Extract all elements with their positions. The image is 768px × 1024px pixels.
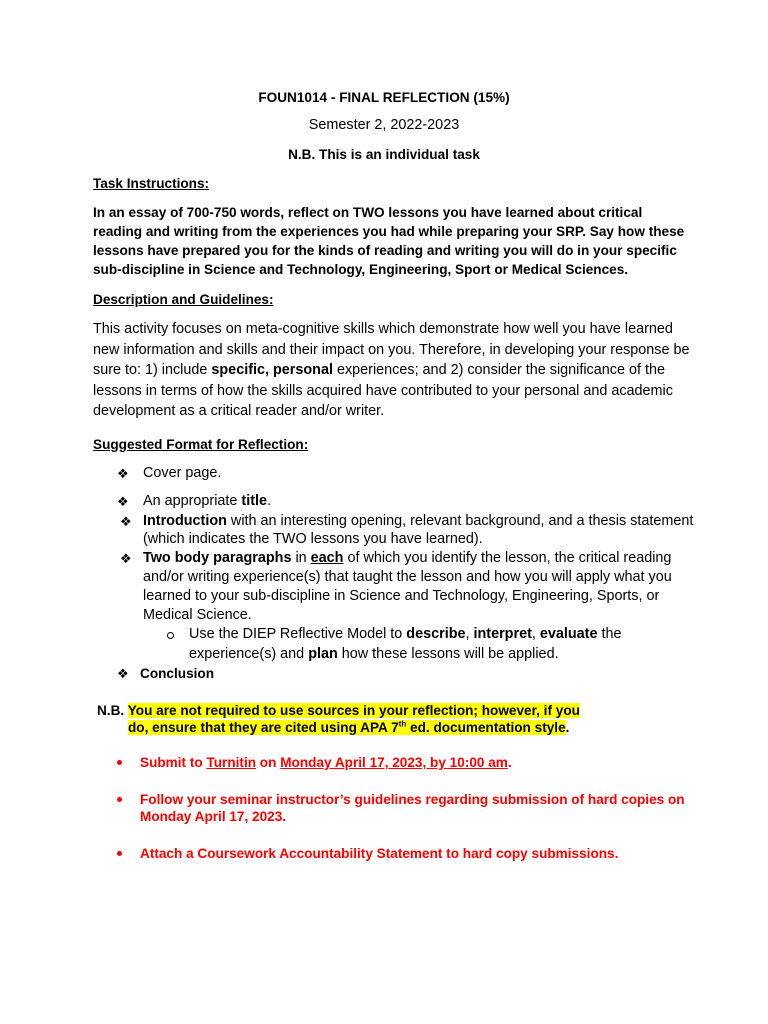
task-line: sub-discipline in Science and Technology, Engineering, Sport or Medical Sciences. — [93, 262, 629, 277]
format-item-body-cont: Medical Science. — [143, 607, 252, 623]
text-run: Submit to — [140, 755, 207, 770]
highlighted-text — [128, 720, 566, 735]
format-item-introduction — [143, 512, 693, 531]
format-item-body-cont: and/or writing experience(s) that taught the lesson and how you will apply what you — [143, 569, 672, 585]
description-line: new information and skills and their impact on you. Therefore, in developing your response be — [93, 342, 690, 358]
format-item-conclusion: Conclusion — [140, 666, 215, 681]
submission-item-statement: Attach a Coursework Accountability Statement to hard copy submissions. — [140, 846, 619, 861]
format-subitem-diep-cont — [189, 645, 559, 664]
document-title: FOUN1014 - FINAL REFLECTION (15%) — [258, 90, 510, 105]
red-bullet-icon — [117, 851, 122, 856]
diamond-bullet-icon: ❖ — [120, 514, 132, 529]
format-item-body-cont: learned to your sub-discipline in Science and Technology, Engineering, Sports, or — [143, 588, 660, 604]
text-run: in — [291, 550, 311, 566]
nb-note-cont — [128, 718, 569, 737]
description-line: development as a critical reader and/or writer. — [93, 403, 385, 419]
format-item-cover: Cover page. — [143, 465, 222, 481]
text-run: on — [256, 755, 281, 770]
turnitin-link[interactable]: Turnitin — [206, 755, 257, 770]
text-run: . — [507, 755, 512, 770]
emphasis-run: Introduction — [143, 513, 227, 529]
text-run: do, ensure that they are cited using APA 7 — [128, 720, 399, 735]
text-run: ed. documentation style — [406, 720, 566, 735]
emphasis-run: evaluate — [539, 626, 598, 642]
text-run: experience(s) and — [189, 646, 309, 662]
diamond-bullet-icon: ❖ — [117, 466, 129, 481]
submission-item-turnitin — [140, 753, 512, 772]
text-run: Use the DIEP Reflective Model to — [189, 626, 407, 642]
semester-line: Semester 2, 2022-2023 — [308, 117, 460, 133]
format-subitem-diep — [189, 625, 622, 644]
text-run: An appropriate — [143, 493, 242, 509]
submission-item-hard-copies: Follow your seminar instructor’s guidelines regarding submission of hard copies on — [140, 792, 685, 807]
text-run: how these lessons will be applied. — [337, 646, 559, 662]
red-bullet-icon — [117, 760, 122, 765]
emphasis-run: describe — [406, 626, 466, 642]
description-line — [93, 361, 665, 380]
task-heading: Task Instructions: — [93, 176, 210, 191]
red-bullet-icon — [117, 797, 122, 802]
emphasis-run: Two body paragraphs — [143, 550, 292, 566]
diamond-bullet-icon: ❖ — [117, 666, 129, 681]
emphasis-run: specific, personal — [211, 362, 333, 378]
highlighted-text: You are not required to use sources in your reflection; however, if you — [127, 703, 580, 718]
due-date: Monday April 17, 2023, by 10:00 am — [280, 755, 508, 770]
text-run: of which you identify the lesson, the critical reading — [343, 550, 672, 566]
task-line: In an essay of 700-750 words, reflect on TWO lessons you have learned about critical — [93, 205, 643, 220]
description-line: lessons in terms of how the skills acquired have contributed to your personal and academic — [93, 383, 673, 399]
diamond-bullet-icon: ❖ — [120, 551, 132, 566]
text-run: , — [531, 626, 540, 642]
individual-task-note: N.B. This is an individual task — [288, 147, 480, 162]
text-run: experiences; and 2) consider the significance of the — [332, 362, 665, 378]
format-item-introduction-cont: (which indicates the TWO lessons you have learned). — [143, 531, 483, 547]
task-line: reading and writing from the experiences you had while preparing your SRP. Say how these — [93, 224, 685, 239]
emphasis-run: each — [310, 550, 344, 566]
emphasis-run: interpret — [473, 626, 532, 642]
task-line: lessons have prepared you for the kinds of reading and writing you will do in your specific — [93, 243, 677, 258]
text-run: the — [597, 626, 622, 642]
diamond-bullet-icon: ❖ — [117, 494, 129, 509]
description-heading: Description and Guidelines: — [93, 292, 274, 307]
text-run: . — [267, 493, 271, 509]
format-item-title — [143, 492, 271, 511]
submission-item-hard-copies-cont: Monday April 17, 2023. — [140, 809, 287, 824]
text-run: , — [465, 626, 474, 642]
text-run: with an interesting opening, relevant background, and a thesis statement — [226, 513, 694, 529]
nb-label: N.B. — [97, 703, 128, 718]
text-run: . — [565, 720, 570, 735]
format-item-body — [143, 549, 671, 568]
circle-bullet-icon — [167, 632, 174, 639]
emphasis-run: plan — [308, 646, 338, 662]
description-line: This activity focuses on meta-cognitive skills which demonstrate how well you have learned — [93, 321, 673, 337]
text-run: sure to: 1) include — [93, 362, 212, 378]
superscript: th — [398, 719, 407, 729]
emphasis-run: title — [241, 493, 267, 509]
format-heading: Suggested Format for Reflection: — [93, 437, 309, 452]
